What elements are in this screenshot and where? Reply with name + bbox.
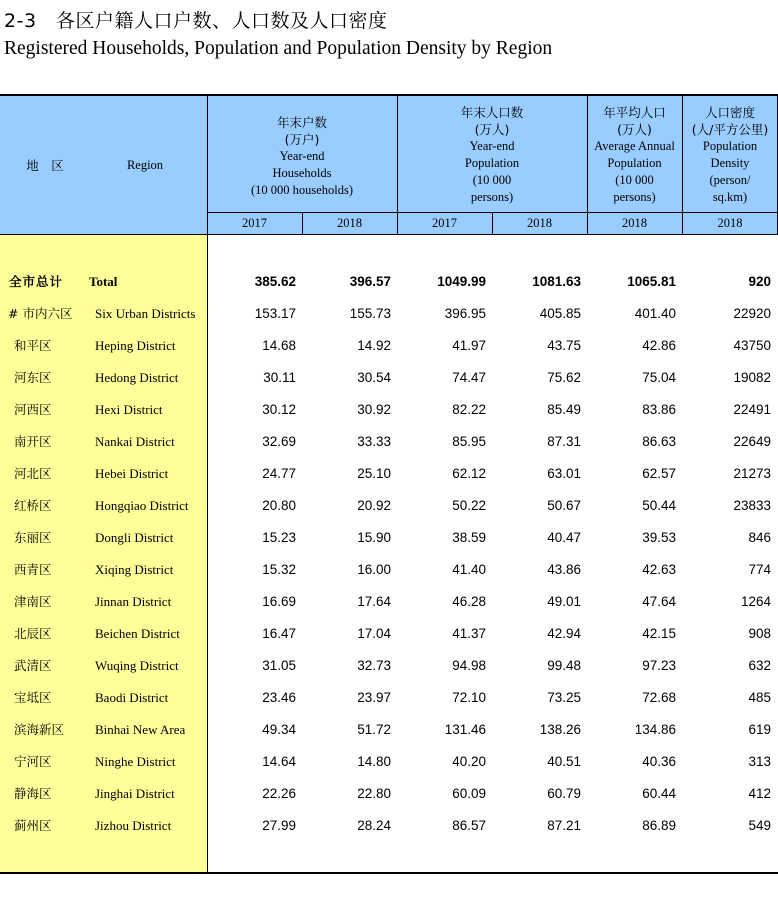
population-2018: 73.25 [547, 690, 581, 705]
region-name-cn: 红桥区 [14, 498, 52, 513]
table-row [0, 618, 778, 650]
density-2018: 22491 [733, 402, 771, 417]
density-2018: 412 [748, 786, 771, 801]
header-region-en: Region [126, 158, 164, 172]
header-year-end-households: 年末户数 (万户) Year-end Households (10 000 households) [250, 114, 354, 197]
average-population-2018: 42.63 [642, 562, 676, 577]
table-row [0, 330, 778, 362]
households-2017: 20.80 [262, 498, 296, 513]
households-2018: 22.80 [357, 786, 391, 801]
density-2018: 1264 [740, 594, 771, 609]
households-2018: 30.92 [357, 402, 391, 417]
households-2018: 155.73 [349, 306, 391, 321]
table-row [0, 522, 778, 554]
year-label: 2017 [242, 216, 267, 230]
region-name-en: Hexi District [95, 402, 163, 417]
households-2017: 32.69 [262, 434, 296, 449]
density-2018: 619 [748, 722, 771, 737]
households-2018: 23.97 [357, 690, 391, 705]
density-2018: 23833 [733, 498, 771, 513]
region-name-en: Baodi District [95, 690, 169, 705]
region-name-cn: 河北区 [14, 466, 52, 481]
table-row [0, 426, 778, 458]
region-name-cn: 南开区 [14, 434, 52, 449]
table-row [0, 778, 778, 810]
average-population-2018: 39.53 [642, 530, 676, 545]
households-2018: 14.80 [357, 754, 391, 769]
table-row [0, 714, 778, 746]
households-2017: 30.11 [263, 370, 296, 385]
table-row [0, 650, 778, 682]
households-2018: 16.00 [357, 562, 391, 577]
average-population-2018: 50.44 [642, 498, 676, 513]
region-name-en: Six Urban Districts [95, 306, 196, 321]
average-population-2018: 1065.81 [627, 274, 676, 289]
average-population-2018: 401.40 [634, 306, 676, 321]
population-2017: 41.97 [452, 338, 486, 353]
population-2018: 85.49 [547, 402, 581, 417]
households-2017: 31.05 [262, 658, 296, 673]
households-2017: 15.23 [262, 530, 296, 545]
population-2018: 40.47 [547, 530, 581, 545]
average-population-2018: 60.44 [642, 786, 676, 801]
population-2018: 405.85 [539, 306, 581, 321]
average-population-2018: 75.04 [642, 370, 676, 385]
population-2017: 46.28 [452, 594, 486, 609]
year-label: 2017 [432, 216, 457, 230]
households-2017: 24.77 [262, 466, 296, 481]
population-2017: 396.95 [444, 306, 486, 321]
average-population-2018: 62.57 [642, 466, 676, 481]
region-name-en: Nankai District [95, 434, 175, 449]
households-2018: 30.54 [357, 370, 391, 385]
region-name-cn: 河东区 [14, 370, 52, 385]
average-population-2018: 86.63 [642, 434, 676, 449]
average-population-2018: 72.68 [642, 690, 676, 705]
density-2018: 485 [748, 690, 771, 705]
households-2017: 27.99 [262, 818, 296, 833]
households-2017: 153.17 [254, 306, 296, 321]
table-row [0, 554, 778, 586]
table-row [0, 362, 778, 394]
households-2018: 28.24 [357, 818, 391, 833]
population-2017: 41.40 [452, 562, 486, 577]
population-2018: 50.67 [547, 498, 581, 513]
population-2017: 38.59 [452, 530, 486, 545]
density-2018: 43750 [733, 338, 771, 353]
population-2017: 72.10 [452, 690, 486, 705]
density-2018: 22920 [733, 306, 771, 321]
region-name-cn: 静海区 [14, 786, 52, 801]
region-name-en: Binhai New Area [95, 722, 186, 737]
households-2017: 23.46 [262, 690, 296, 705]
region-name-cn: 北辰区 [14, 626, 52, 641]
households-2018: 17.64 [357, 594, 391, 609]
households-2018: 20.92 [357, 498, 391, 513]
households-2017: 385.62 [254, 274, 296, 289]
density-2018: 920 [748, 274, 771, 289]
population-2018: 63.01 [547, 466, 581, 481]
population-2017: 41.37 [452, 626, 486, 641]
households-2017: 14.68 [262, 338, 296, 353]
table-row [0, 394, 778, 426]
population-2017: 85.95 [452, 434, 486, 449]
region-name-en: Ninghe District [95, 754, 176, 769]
population-2018: 43.86 [547, 562, 581, 577]
region-name-cn: 西青区 [14, 562, 52, 577]
region-name-en: Total [89, 274, 118, 289]
table-row [0, 490, 778, 522]
table-row [0, 458, 778, 490]
households-2017: 15.32 [262, 562, 296, 577]
population-2017: 94.98 [452, 658, 486, 673]
households-2018: 15.90 [357, 530, 391, 545]
households-2018: 14.92 [357, 338, 391, 353]
average-population-2018: 42.15 [642, 626, 676, 641]
region-name-en: Hongqiao District [95, 498, 189, 513]
region-name-cn: 滨海新区 [14, 722, 65, 737]
population-2017: 86.57 [452, 818, 486, 833]
header-population-density: 人口密度 (人/平方公里) Population Density (person/ sq.km) [691, 105, 769, 204]
households-2018: 25.10 [357, 466, 391, 481]
region-name-cn: 蓟州区 [14, 818, 52, 833]
table-row [0, 298, 778, 330]
population-2018: 87.31 [547, 434, 581, 449]
region-name-cn: 宁河区 [14, 754, 52, 769]
population-2017: 62.12 [452, 466, 486, 481]
average-population-2018: 83.86 [642, 402, 676, 417]
header-year-end-population: 年末人口数 (万人) Year-end Population (10 000 persons) [460, 105, 524, 204]
density-2018: 19082 [733, 370, 771, 385]
density-2018: 549 [748, 818, 771, 833]
region-name-en: Jinnan District [95, 594, 172, 609]
population-2018: 40.51 [547, 754, 581, 769]
table-title-chinese: 2-3 各区户籍人口户数、人口数及人口密度 [4, 10, 388, 32]
population-2017: 82.22 [452, 402, 486, 417]
region-name-cn: 东丽区 [14, 530, 52, 545]
region-name-cn: 全市总计 [9, 274, 64, 289]
table-row [0, 682, 778, 714]
region-name-cn: 宝坻区 [14, 690, 52, 705]
density-2018: 632 [748, 658, 771, 673]
population-2018: 138.26 [539, 722, 581, 737]
households-2017: 22.26 [262, 786, 296, 801]
population-2018: 49.01 [547, 594, 581, 609]
population-2018: 42.94 [547, 626, 581, 641]
year-label: 2018 [717, 216, 743, 230]
population-2017: 1049.99 [437, 274, 486, 289]
density-2018: 908 [748, 626, 771, 641]
region-name-en: Hebei District [95, 466, 169, 481]
year-label: 2018 [337, 216, 362, 230]
region-name-en: Hedong District [95, 370, 179, 385]
region-name-cn: # 市内六区 [8, 306, 73, 321]
density-2018: 22649 [733, 434, 771, 449]
population-2018: 60.79 [547, 786, 581, 801]
population-2018: 99.48 [547, 658, 581, 673]
region-name-cn: 和平区 [14, 338, 52, 353]
population-2017: 40.20 [452, 754, 486, 769]
region-name-en: Heping District [95, 338, 176, 353]
households-2017: 14.64 [262, 754, 296, 769]
table-title-english: Registered Households, Population and Population Density by Region [4, 38, 553, 59]
table-row [0, 586, 778, 618]
average-population-2018: 42.86 [642, 338, 676, 353]
region-name-en: Wuqing District [95, 658, 179, 673]
households-2017: 30.12 [262, 402, 296, 417]
households-2018: 32.73 [357, 658, 391, 673]
households-2018: 396.57 [349, 274, 391, 289]
population-2017: 50.22 [452, 498, 486, 513]
region-name-en: Jinghai District [95, 786, 175, 801]
households-2018: 51.72 [357, 722, 391, 737]
region-name-cn: 河西区 [14, 402, 52, 417]
population-2018: 75.62 [547, 370, 581, 385]
header-average-annual-population: 年平均人口 (万人) Average Annual Population (10 000 persons) [594, 105, 675, 204]
region-name-cn: 津南区 [14, 594, 52, 609]
population-2017: 74.47 [452, 370, 486, 385]
bottom-rule [0, 872, 778, 874]
average-population-2018: 47.64 [642, 594, 676, 609]
population-2018: 1081.63 [532, 274, 581, 289]
population-2017: 131.46 [444, 722, 486, 737]
header-region-cn: 地 区 [26, 158, 64, 173]
population-2017: 60.09 [452, 786, 486, 801]
average-population-2018: 86.89 [642, 818, 676, 833]
table-row-total [0, 266, 778, 298]
households-2017: 16.47 [262, 626, 296, 641]
households-2018: 17.04 [357, 626, 391, 641]
year-label: 2018 [622, 216, 647, 230]
households-2018: 33.33 [357, 434, 391, 449]
density-2018: 774 [748, 562, 771, 577]
region-name-cn: 武清区 [14, 658, 52, 673]
region-name-en: Beichen District [95, 626, 180, 641]
year-label: 2018 [527, 216, 552, 230]
density-2018: 313 [748, 754, 771, 769]
average-population-2018: 97.23 [642, 658, 676, 673]
average-population-2018: 40.36 [642, 754, 676, 769]
table-row [0, 810, 778, 842]
density-2018: 21273 [733, 466, 771, 481]
population-2018: 43.75 [547, 338, 581, 353]
region-name-en: Dongli District [95, 530, 174, 545]
households-2017: 16.69 [262, 594, 296, 609]
average-population-2018: 134.86 [634, 722, 676, 737]
households-2017: 49.34 [262, 722, 296, 737]
table-row [0, 746, 778, 778]
region-name-en: Jizhou District [95, 818, 172, 833]
density-2018: 846 [748, 530, 771, 545]
region-name-en: Xiqing District [95, 562, 174, 577]
population-2018: 87.21 [547, 818, 581, 833]
